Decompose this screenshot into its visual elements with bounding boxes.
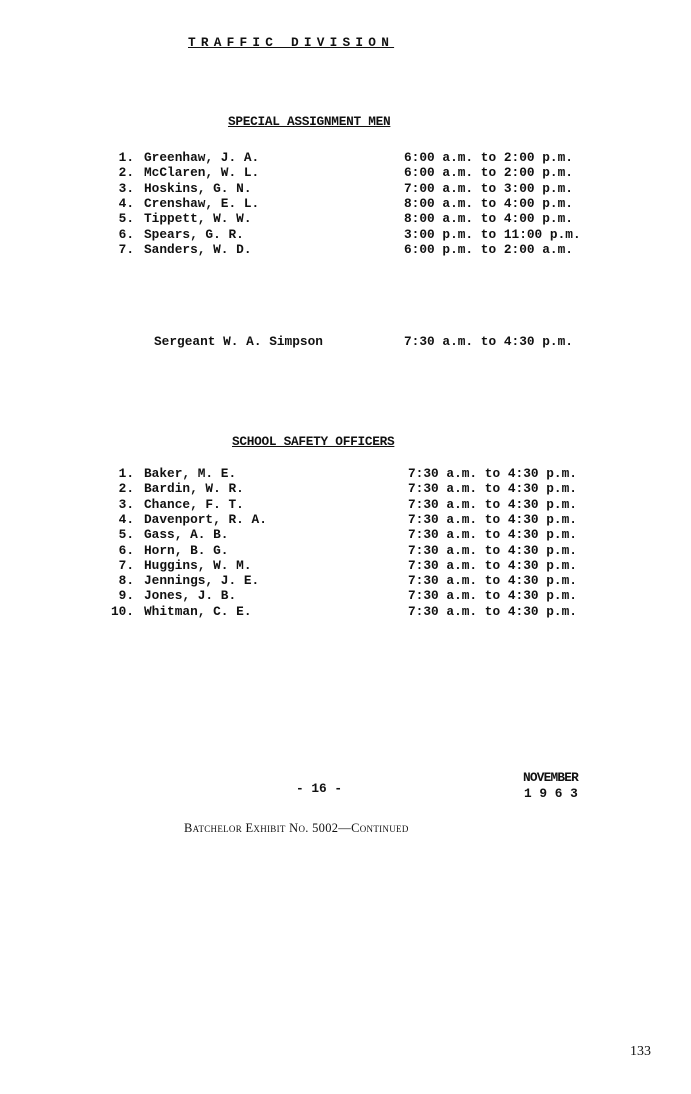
row-number: 10.	[110, 603, 134, 619]
row-number: 7.	[118, 557, 134, 573]
shift-time: 7:30 a.m. to 4:30 p.m.	[408, 527, 577, 543]
officer-name: Crenshaw, E. L.	[144, 195, 260, 211]
list-row	[0, 481, 691, 496]
list-row	[0, 558, 691, 573]
officer-name: Baker, M. E.	[144, 466, 237, 481]
shift-time: 7:30 a.m. to 4:30 p.m.	[408, 481, 577, 497]
shift-time: 8:00 a.m. to 4:00 p.m.	[404, 195, 573, 211]
list-row	[0, 181, 691, 196]
row-number: 5.	[118, 211, 134, 227]
shift-time: 6:00 a.m. to 2:00 p.m.	[404, 150, 573, 165]
list-row	[0, 150, 691, 165]
list-row	[0, 573, 691, 588]
row-number: 1.	[118, 466, 134, 481]
list-row	[0, 165, 691, 180]
list-row	[0, 466, 691, 481]
shift-time: 7:30 a.m. to 4:30 p.m.	[408, 542, 577, 558]
list-row	[0, 543, 691, 558]
shift-time: 7:30 a.m. to 4:30 p.m.	[408, 557, 577, 573]
officer-name: Whitman, C. E.	[144, 603, 252, 619]
shift-time: 7:00 a.m. to 3:00 p.m.	[404, 180, 573, 196]
shift-time: 7:30 a.m. to 4:30 p.m.	[408, 466, 577, 481]
row-number: 8.	[118, 573, 134, 589]
shift-time: 7:30 a.m. to 4:30 p.m.	[408, 603, 577, 619]
shift-time: 3:00 p.m. to 11:00 p.m.	[404, 226, 581, 242]
shift-time: 7:30 a.m. to 4:30 p.m.	[408, 511, 577, 527]
special-assignment-heading: SPECIAL ASSIGNMENT MEN	[228, 114, 391, 129]
officer-name: Davenport, R. A.	[144, 511, 267, 527]
page-number: 133	[630, 1044, 651, 1059]
sergeant-time: 7:30 a.m. to 4:30 p.m.	[404, 334, 573, 349]
list-row	[0, 196, 691, 211]
row-number: 2.	[118, 481, 134, 497]
officer-name: Tippett, W. W.	[144, 211, 252, 227]
row-number: 3.	[118, 180, 134, 196]
list-row	[0, 588, 691, 603]
exhibit-caption: Batchelor Exhibit No. 5002—Continued	[184, 821, 409, 835]
footer-year: 1 9 6 3	[524, 786, 578, 801]
shift-time: 7:30 a.m. to 4:30 p.m.	[408, 573, 577, 589]
footer-page: - 16 -	[296, 781, 343, 796]
shift-time: 6:00 p.m. to 2:00 a.m.	[404, 241, 573, 257]
list-row	[0, 497, 691, 512]
footer-month: NOVEMBER	[523, 770, 579, 785]
row-number: 4.	[118, 195, 134, 211]
officer-name: Bardin, W. R.	[144, 481, 244, 497]
row-number: 6.	[118, 542, 134, 558]
officer-name: Greenhaw, J. A.	[144, 150, 260, 165]
shift-time: 6:00 a.m. to 2:00 p.m.	[404, 165, 573, 181]
officer-name: Huggins, W. M.	[144, 557, 252, 573]
row-number: 5.	[118, 527, 134, 543]
officer-name: Horn, B. G.	[144, 542, 229, 558]
officer-name: Chance, F. T.	[144, 496, 244, 512]
row-number: 3.	[118, 496, 134, 512]
list-row	[0, 211, 691, 226]
row-number: 9.	[118, 588, 134, 604]
list-row	[0, 604, 691, 619]
row-number: 2.	[118, 165, 134, 181]
shift-time: 7:30 a.m. to 4:30 p.m.	[408, 496, 577, 512]
row-number: 1.	[118, 150, 134, 165]
officer-name: Hoskins, G. N.	[144, 180, 252, 196]
shift-time: 7:30 a.m. to 4:30 p.m.	[408, 588, 577, 604]
shift-time: 8:00 a.m. to 4:00 p.m.	[404, 211, 573, 227]
officer-name: Jones, J. B.	[144, 588, 237, 604]
document-title: TRAFFIC DIVISION	[188, 35, 395, 50]
list-row	[0, 242, 691, 257]
officer-name: Sanders, W. D.	[144, 241, 252, 257]
list-row	[0, 527, 691, 542]
officer-name: Spears, G. R.	[144, 226, 244, 242]
officer-name: McClaren, W. L.	[144, 165, 260, 181]
row-number: 4.	[118, 511, 134, 527]
list-row	[0, 512, 691, 527]
row-number: 7.	[118, 241, 134, 257]
officer-name: Gass, A. B.	[144, 527, 229, 543]
officer-name: Jennings, J. E.	[144, 573, 260, 589]
sergeant-name: Sergeant W. A. Simpson	[154, 334, 323, 349]
school-safety-heading: SCHOOL SAFETY OFFICERS	[232, 434, 395, 449]
row-number: 6.	[118, 226, 134, 242]
list-row	[0, 227, 691, 242]
